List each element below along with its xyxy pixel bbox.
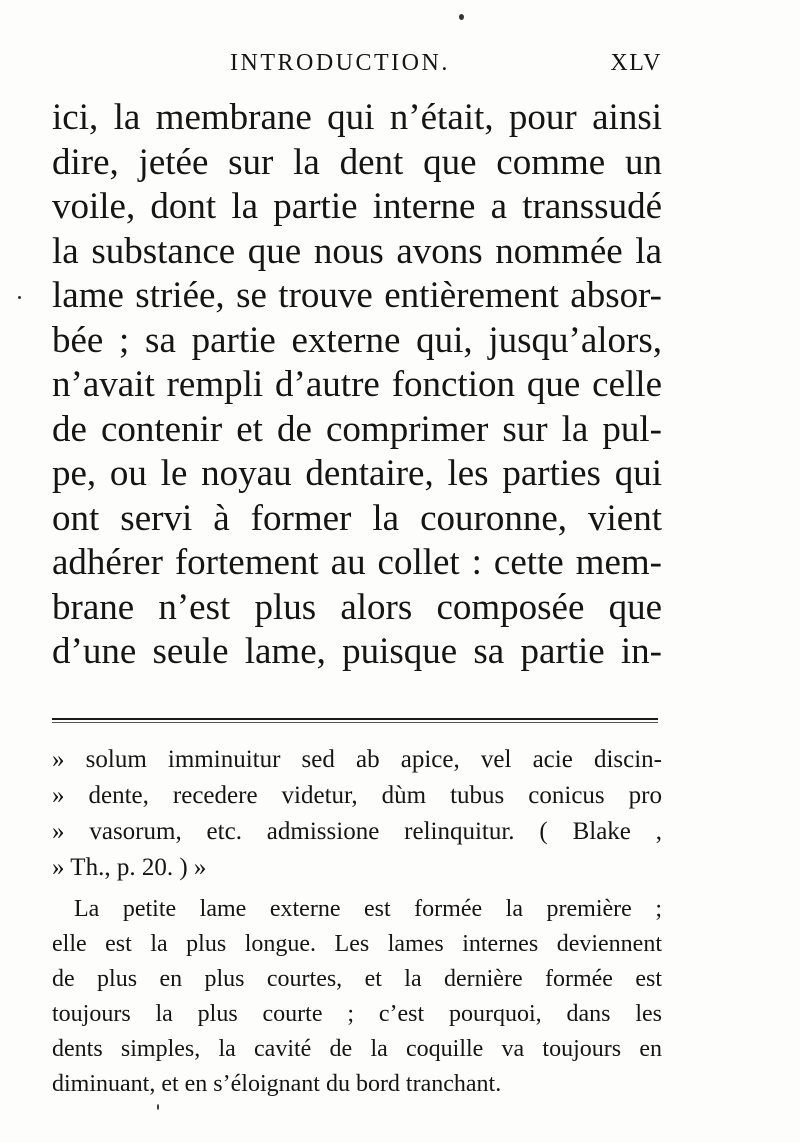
text-line: ici, la membrane qui n’était, pour ainsi: [52, 97, 662, 138]
text-line: la substance que nous avons nommée la: [52, 230, 662, 272]
running-title: INTRODUCTION.: [230, 50, 450, 76]
page-number: XLV: [610, 50, 662, 76]
text-line: n’avait rempli d’autre fonction que celle: [52, 364, 662, 405]
text-line: pe, ou le noyau dentaire, les parties qui: [52, 453, 662, 494]
note-paragraph: [52, 892, 662, 1102]
note-line: diminuant, et en s’éloignant du bord tranchant.: [52, 1071, 502, 1097]
text-line: lame striée, se trouve entièrement absor-: [52, 275, 662, 316]
text-line: de contenir et de comprimer sur la pul-: [52, 408, 662, 450]
note-line: elle est la plus longue. Les lames internes deviennent: [52, 931, 662, 957]
page-header: [52, 50, 662, 82]
note-line: dents simples, la cavité de la coquille va toujours en: [52, 1036, 662, 1062]
footnote-quote: [52, 742, 662, 886]
text-line: dire, jetée sur la dent que comme un: [52, 141, 662, 183]
paper-speck: [459, 14, 464, 20]
text-line: ont servi à former la couronne, vient: [52, 497, 662, 539]
note-line: toujours la plus courte ; c’est pourquoi, dans les: [52, 1001, 662, 1027]
text-line: voile, dont la partie interne a transsudé: [52, 186, 662, 227]
footnote-line: » vasorum, etc. admissione relinquitur. ( Blake ,: [52, 818, 662, 845]
text-line: bée ; sa partie externe qui, jusqu’alors,: [52, 319, 662, 361]
text-line: d’une seule lame, puisque sa partie in-: [52, 631, 662, 672]
footnote-divider: [52, 718, 658, 720]
main-text: [52, 96, 662, 675]
note-line: La petite lame externe est formée la première ;: [74, 896, 662, 922]
footnote-divider-thin: [52, 722, 658, 723]
footnote-line: » Th., p. 20. ) »: [52, 854, 207, 881]
footnote-line: » dente, recedere videtur, dùm tubus conicus pro: [52, 782, 662, 809]
note-line: de plus en plus courtes, et la dernière formée est: [52, 966, 662, 992]
footnote-line: » solum imminuitur sed ab apice, vel acie discin-: [52, 746, 662, 773]
text-line: adhérer fortement au collet : cette mem-: [52, 542, 662, 583]
paper-speck: [157, 1104, 159, 1110]
paper-speck: [18, 296, 21, 299]
text-line: brane n’est plus alors composée que: [52, 586, 662, 628]
